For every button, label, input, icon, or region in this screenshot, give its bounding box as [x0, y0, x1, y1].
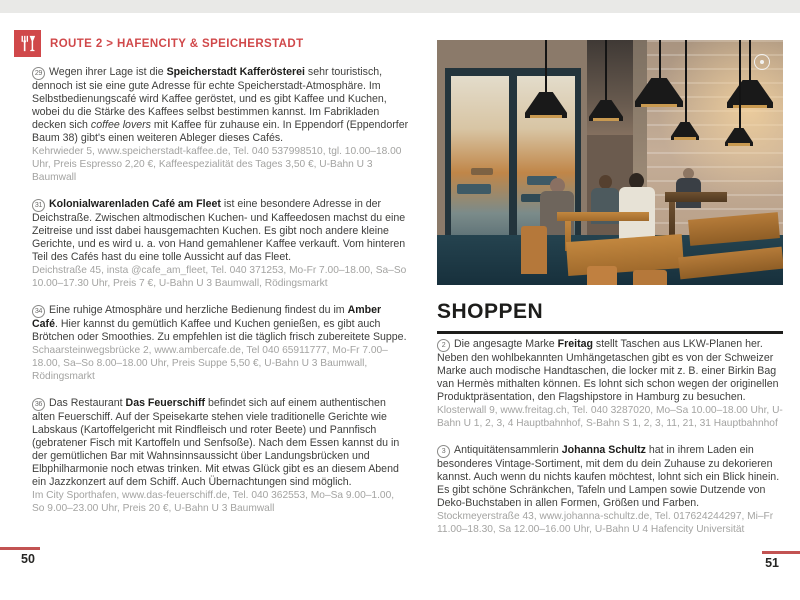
photo-chair [587, 266, 617, 285]
entry-text [437, 444, 783, 510]
entry-number-badge: 34 [32, 305, 45, 318]
entry-number-badge: 31 [32, 199, 45, 212]
entry-body: Antiquitätensammlerin Johanna Schultz hat in ihrem Laden ein besonderes Vintage-Sortiment, mit dem du dein Zuhause zu dekorieren kannst. Auch wenn du nichts kaufen möchtest, lohnt sich ein Blick hinein. Es gibt schöne Schränkchen, Tafeln und Lampen sowie Dutzende von Deko-Buchstaben in allen Formen, Größen und Farben. [437, 444, 780, 509]
page-number-left: 50 [21, 552, 35, 566]
lamp-cord [545, 40, 547, 92]
entry-number-badge: 36 [32, 398, 45, 411]
entry-details: Deichstraße 45, insta @cafe_am_fleet, Tel. 040 371253, Mo-Fr 7.00–18.00, Sa–So 10.00–17.30 Uhr, Preis 7 €, U-Bahn U 3 Baumwall, Rödingsmarkt [32, 265, 407, 289]
page-number-right: 51 [765, 556, 779, 570]
guide-entry [437, 338, 783, 430]
entry-details: Klosterwall 9, www.freitag.ch, Tel. 040 3287020, Mo–Sa 10.00–18.00 Uhr, U-Bahn U 1, 2, 3, 4 Hauptbahnhof, S-Bahn S 1, 2, 3, 11, 21, 31 Hauptbahnhof [437, 405, 783, 429]
photo-window-pane [451, 76, 509, 252]
entry-details: Schaarsteinwegsbrücke 2, www.ambercafe.de, Tel 040 65911777, Mo-Fr 7.00–18.00, Sa–So 8.00–18.00 Uhr, Preis Suppe 5,50 €, U-Bahn U 3 Baumwall, Rödingsmarkt [32, 345, 388, 382]
photo-table-leg [669, 202, 675, 236]
guide-entry [437, 444, 783, 536]
photo-chair [633, 270, 667, 285]
guide-entry [32, 304, 409, 383]
entry-number-badge: 29 [32, 67, 45, 80]
photo-table [665, 192, 727, 202]
entry-body: Kolonialwarenladen Café am Fleet ist eine besondere Adresse in der Deichstraße. Zwischen altmodischen Kuchen- und Kaffeedosen machst du eine Zeitreise und isst dabei hausgemachten Kuchen. Es gibt noch andere kleine Gerichte, und es wird u. a. von Hand gemahlener Kaffee verkauft. Vom hinteren Teil des Cafés hast du eine tolle Aussicht auf das Fleet. [32, 198, 406, 263]
lamp-cord [605, 40, 607, 100]
left-entries-column [32, 66, 409, 529]
page-edge-bar-left [0, 547, 40, 550]
entry-body: Wegen ihrer Lage ist die Speicherstadt Kafferösterei sehr touristisch, dennoch ist sie eine gute Adresse für echte Speicherstadt-Atmosphäre. Im Selbstbedienungscafé wird Kaffee geröstet, und es gibt Kaffee und Kuchen, wobei du die Stärke des Kaffees selbst bestimmen kannst. Im Fabrikladen decken sich coffee lovers mit Kaffee für zuhause ein. In Eppendorf (Eppendorfer Baum 38) gibt's einen weiteren Ableger dieses Cafés. [32, 66, 409, 144]
entry-text [32, 66, 409, 145]
scan-top-edge [0, 0, 800, 13]
entry-details: Im City Sporthafen, www.das-feuerschiff.de, Tel. 040 362553, Mo–Sa 9.00–1.00, So 9.00–23.00 Uhr, Preis 20 €, U-Bahn U 3 Baumwall [32, 490, 395, 514]
person-head [599, 175, 612, 189]
entry-number-badge: 3 [437, 445, 450, 458]
dining-icon [14, 30, 41, 57]
route-header [14, 30, 304, 57]
photo-boat [457, 184, 491, 194]
route-title: ROUTE 2 > HAFENCITY & SPEICHERSTADT [50, 37, 304, 50]
entry-body: Eine ruhige Atmosphäre und herzliche Bedienung findest du im Amber Café. Hier kannst du gemütlich Kaffee und Kuchen genießen, es gibt auch Brötchen oder Smoothies. Zu empfehlen ist die täglich frisch zubereitete Suppe. [32, 304, 407, 343]
lamp-cord [685, 40, 687, 122]
photo-boat [471, 168, 493, 175]
entry-text [437, 338, 783, 404]
entry-details: Kehrwieder 5, www.speicherstadt-kaffee.de, Tel. 040 537998510, tgl. 10.00–18.00 Uhr, Preis Espresso 2,20 €, Kaffeespezialität des Tages 3,50 €, U-Bahn U 3 Baumwall [32, 146, 402, 183]
entry-body: Die angesagte Marke Freitag stellt Taschen aus LKW-Planen her. Neben den wohlbekannten Umhängetaschen gibt es von der Schweizer Marke auch modische Handtaschen, die locker mit z. B. einer Birkin Bag van Hermès mithalten können. Es lohnt sich schon wegen der originellen Produktpräsentation, den Flagshipstore in Hamburg zu besuchen. [437, 338, 779, 403]
lamp-cord [749, 40, 751, 80]
section-title: SHOPPEN [437, 300, 544, 323]
guide-entry [32, 66, 409, 184]
lamp-cord [739, 40, 741, 128]
photo-table [557, 212, 649, 221]
lamp-cord [659, 40, 661, 78]
entry-body: Das Restaurant Das Feuerschiff befindet sich auf einem authentischen alten Feuerschiff. Auf der Speisekarte stehen viele traditionelle Gerichte wie Labskaus (Kartoffelgericht mit Rindfleisch und roter Beete) und Pannfisch (gebratener Fisch mit Kartoffeln und Senfsoße). Nach dem Essen kannst du in der gemütlichen Bar mit Wahnsinnsaussicht über Landungsbrücken und Elbphilharmonie noch etwas trinken. Mit etwas Glück gibt es an diesem Abend ein Jazzkonzert auf dem Schiff. Auch Übernachtungen sind möglich. [32, 397, 400, 488]
photo-chair [521, 226, 547, 274]
photo-marker-icon [754, 54, 770, 70]
cafe-photo [437, 40, 783, 285]
right-entries-column [437, 338, 783, 550]
entry-text [32, 304, 409, 344]
page-edge-bar-right [762, 551, 800, 554]
entry-details: Stockmeyerstraße 43, www.johanna-schultz.de, Tel. 017624244297, Mi–Fr 11.00–18.30, Sa 12.00–16.00 Uhr, U-Bahn U 4 Hafencity Universität [437, 511, 774, 535]
section-shoppen [437, 300, 783, 334]
entry-text [32, 198, 409, 264]
guide-entry [32, 198, 409, 290]
entry-number-badge: 2 [437, 339, 450, 352]
entry-text [32, 397, 409, 489]
guide-entry [32, 397, 409, 515]
